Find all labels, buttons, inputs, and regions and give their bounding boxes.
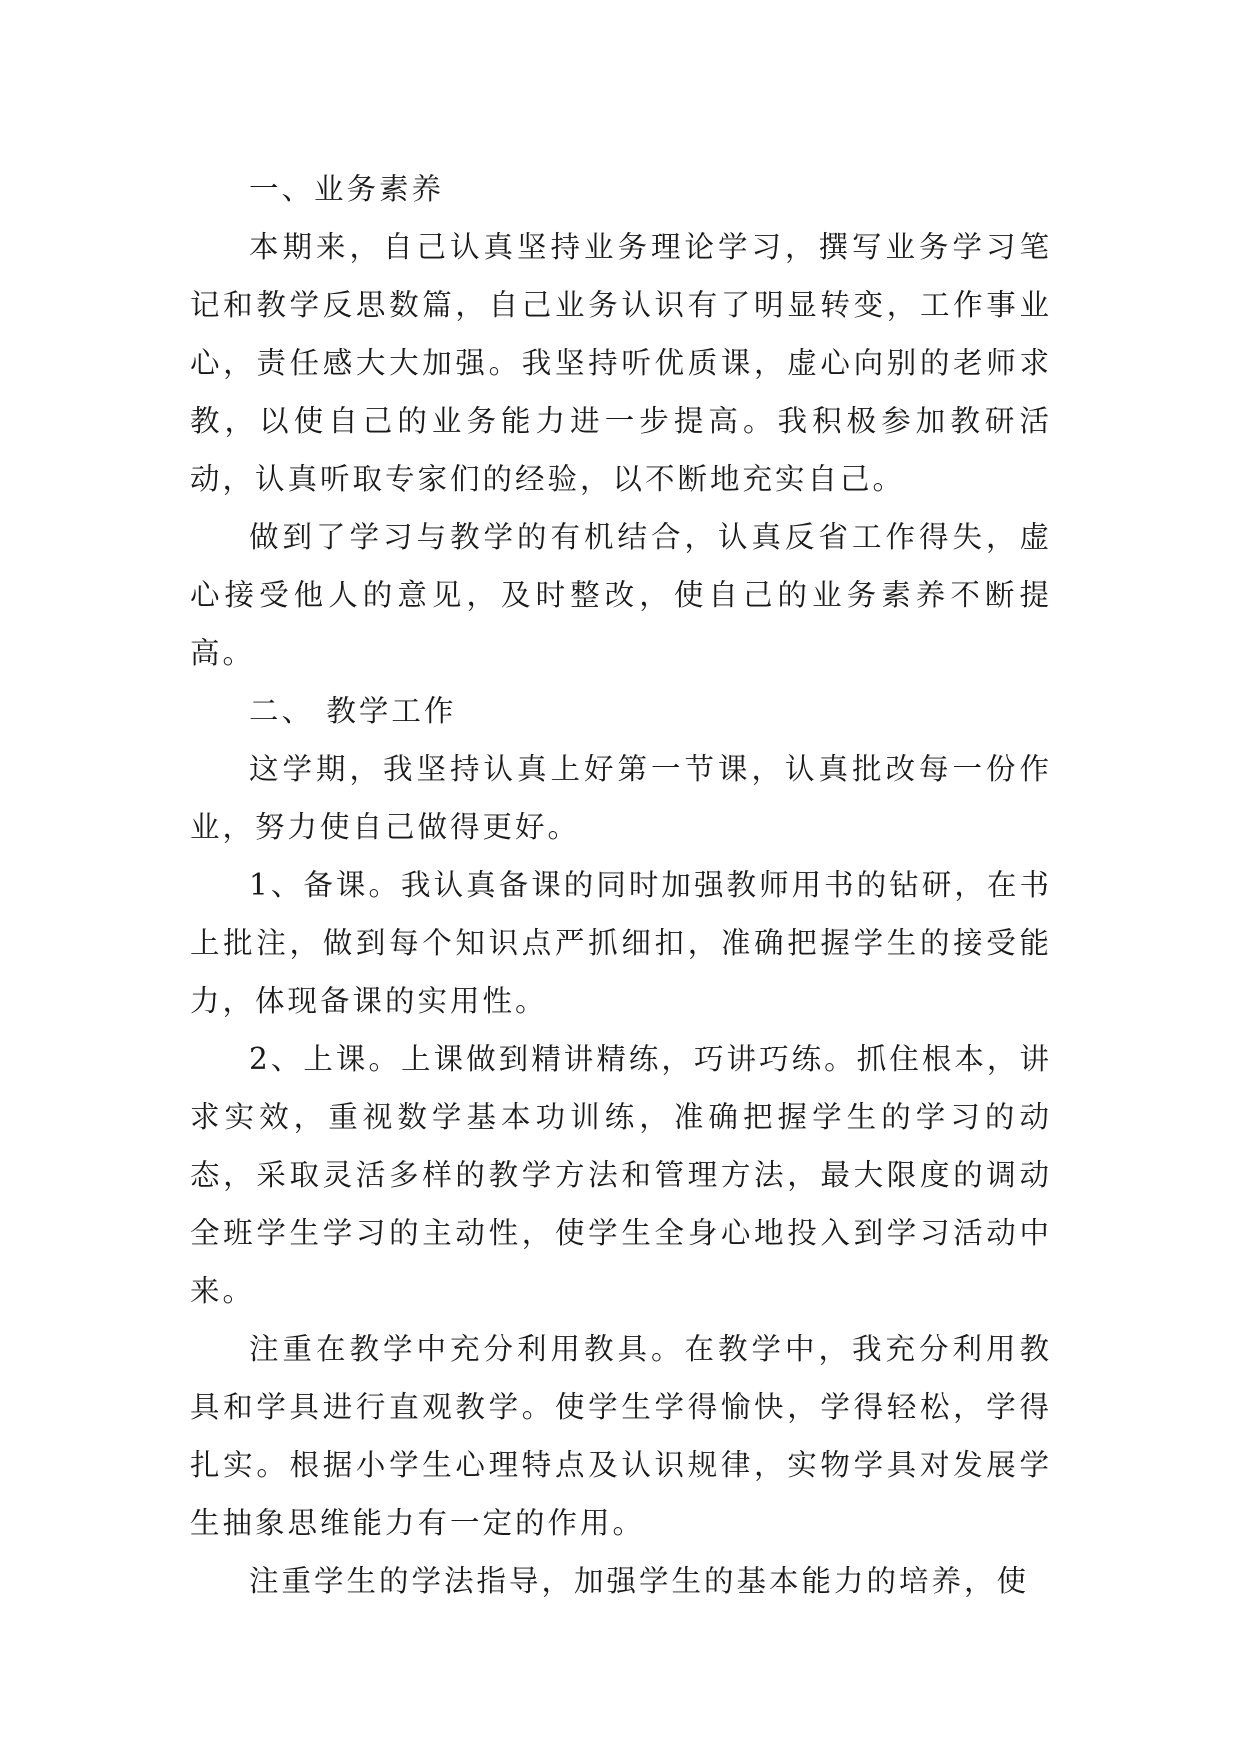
paragraph: 做到了学习与教学的有机结合，认真反省工作得失，虚心接受他人的意见，及时整改，使自己的业务素养不断提高。 [190,520,1052,670]
document-body [190,160,1052,1610]
paragraph: 注重在教学中充分利用教具。在教学中，我充分利用教具和学具进行直观教学。使学生学得愉快，学得轻松，学得扎实。根据小学生心理特点及认识规律，实物学具对发展学生抽象思维能力有一定的作用。 [190,1332,1052,1540]
paragraph: 本期来，自己认真坚持业务理论学习，撰写业务学习笔记和教学反思数篇，自己业务认识有了明显转变，工作事业心，责任感大大加强。我坚持听优质课，虚心向别的老师求教，以使自己的业务能力进一步提高。我积极参加教研活动，认真听取专家们的经验，以不断地充实自己。 [190,230,1052,496]
section-heading-business-quality: 一、业务素养 [249,172,445,206]
section-heading-teaching-work: 二、 教学工作 [249,694,457,728]
paragraph: 注重学生的学法指导，加强学生的基本能力的培养，使 [249,1564,1030,1598]
paragraph: 2、上课。上课做到精讲精练，巧讲巧练。抓住根本，讲求实效，重视数学基本功训练，准确把握学生的学习的动态，采取灵活多样的教学方法和管理方法，最大限度的调动全班学生学习的主动性，使学生全身心地投入到学习活动中来。 [190,1042,1052,1308]
paragraph: 1、备课。我认真备课的同时加强教师用书的钻研，在书上批注，做到每个知识点严抓细扣，准确把握学生的接受能力，体现备课的实用性。 [190,868,1052,1018]
paragraph: 这学期，我坚持认真上好第一节课，认真批改每一份作业，努力使自己做得更好。 [190,752,1052,844]
